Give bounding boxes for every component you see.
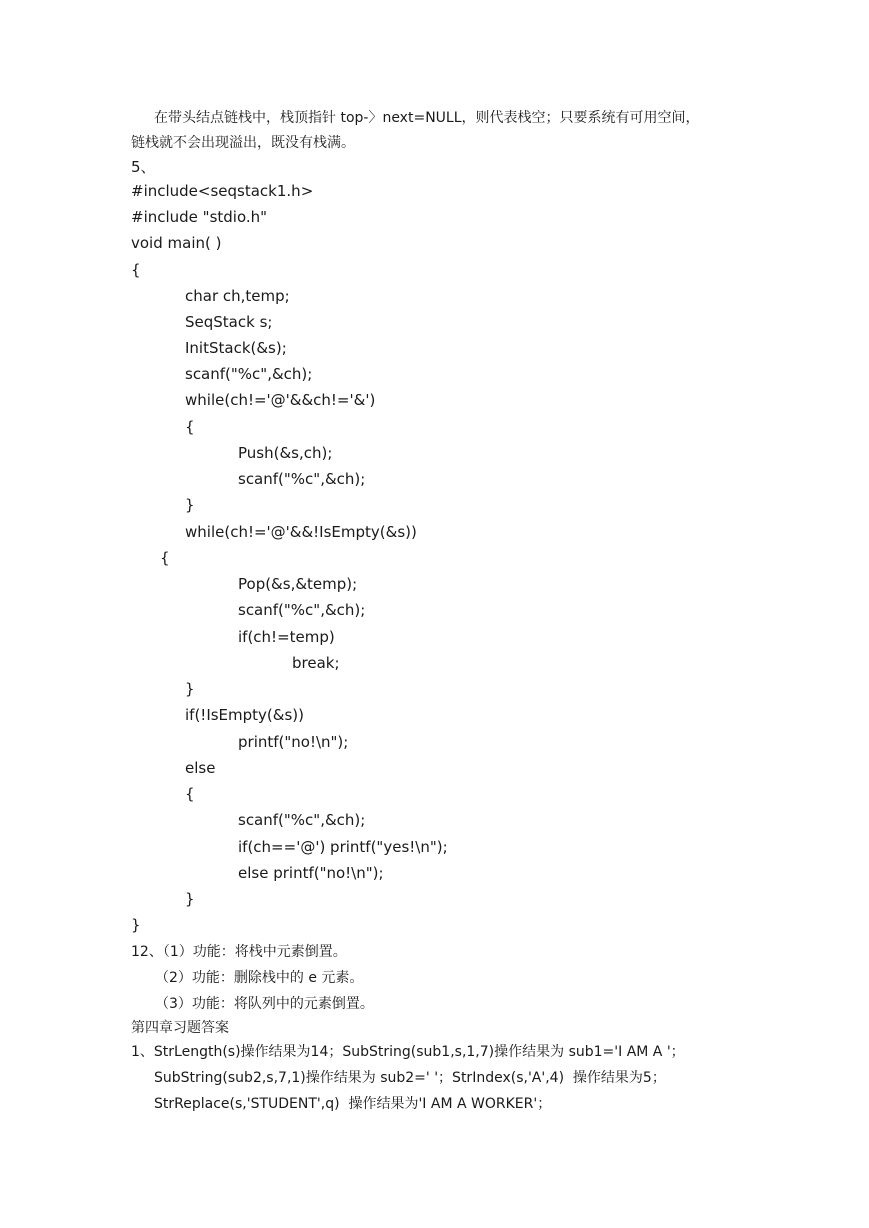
- code-line: SeqStack s;: [185, 313, 273, 331]
- code-line: {: [185, 785, 195, 803]
- code-line: Pop(&s,&temp);: [238, 575, 358, 593]
- code-line: char ch,temp;: [185, 287, 290, 305]
- code-line: Push(&s,ch);: [238, 444, 333, 462]
- code-line: if(!IsEmpty(&s)): [185, 706, 304, 724]
- code-line: while(ch!='@'&&ch!='&'): [185, 391, 376, 409]
- chapter-4-answer-line-1: 1、StrLength(s)操作结果为14；SubString(sub1,s,1,7)操作结果为 sub1='I AM A '；: [131, 1044, 685, 1060]
- code-line: }: [185, 890, 195, 908]
- code-line: break;: [292, 654, 340, 672]
- code-line: {: [131, 261, 141, 279]
- code-line: else printf("no!\n");: [238, 864, 384, 882]
- code-line: }: [185, 680, 195, 698]
- code-line: scanf("%c",&ch);: [238, 811, 366, 829]
- question-12-line-1: 12、（1）功能：将栈中元素倒置。: [131, 944, 347, 960]
- chapter-4-answer-line-2: SubString(sub2,s,7,1)操作结果为 sub2=' '；StrIndex(s,'A',4) 操作结果为5；: [154, 1070, 666, 1086]
- code-line: else: [185, 759, 216, 777]
- paragraph-line-2: 链栈就不会出现溢出，既没有栈满。: [131, 135, 355, 151]
- question-12-line-2: （2）功能：删除栈中的 e 元素。: [155, 970, 364, 986]
- chapter-4-answer-line-3: StrReplace(s,'STUDENT',q) 操作结果为'I AM A WORKER'；: [154, 1096, 552, 1112]
- code-line: }: [185, 496, 195, 514]
- code-line: InitStack(&s);: [185, 339, 287, 357]
- code-line: scanf("%c",&ch);: [238, 470, 366, 488]
- code-line: scanf("%c",&ch);: [238, 601, 366, 619]
- code-line: {: [185, 418, 195, 436]
- code-line: }: [131, 916, 141, 934]
- question-12-line-3: （3）功能：将队列中的元素倒置。: [155, 996, 374, 1012]
- code-line: while(ch!='@'&&!IsEmpty(&s)): [185, 523, 417, 541]
- code-line: if(ch=='@') printf("yes!\n");: [238, 838, 448, 856]
- code-line: if(ch!=temp): [238, 628, 335, 646]
- code-line: #include<seqstack1.h>: [131, 182, 314, 200]
- code-line: scanf("%c",&ch);: [185, 365, 313, 383]
- code-line: void main( ): [131, 234, 222, 252]
- question-5-label: 5、: [131, 158, 156, 176]
- code-line: printf("no!\n");: [238, 733, 349, 751]
- chapter-4-title: 第四章习题答案: [131, 1020, 229, 1036]
- code-line: #include "stdio.h": [131, 208, 268, 226]
- code-line: {: [160, 549, 170, 567]
- paragraph-line-1: 在带头结点链栈中，栈顶指针 top-〉next=NULL，则代表栈空；只要系统有可用空间，: [154, 110, 700, 126]
